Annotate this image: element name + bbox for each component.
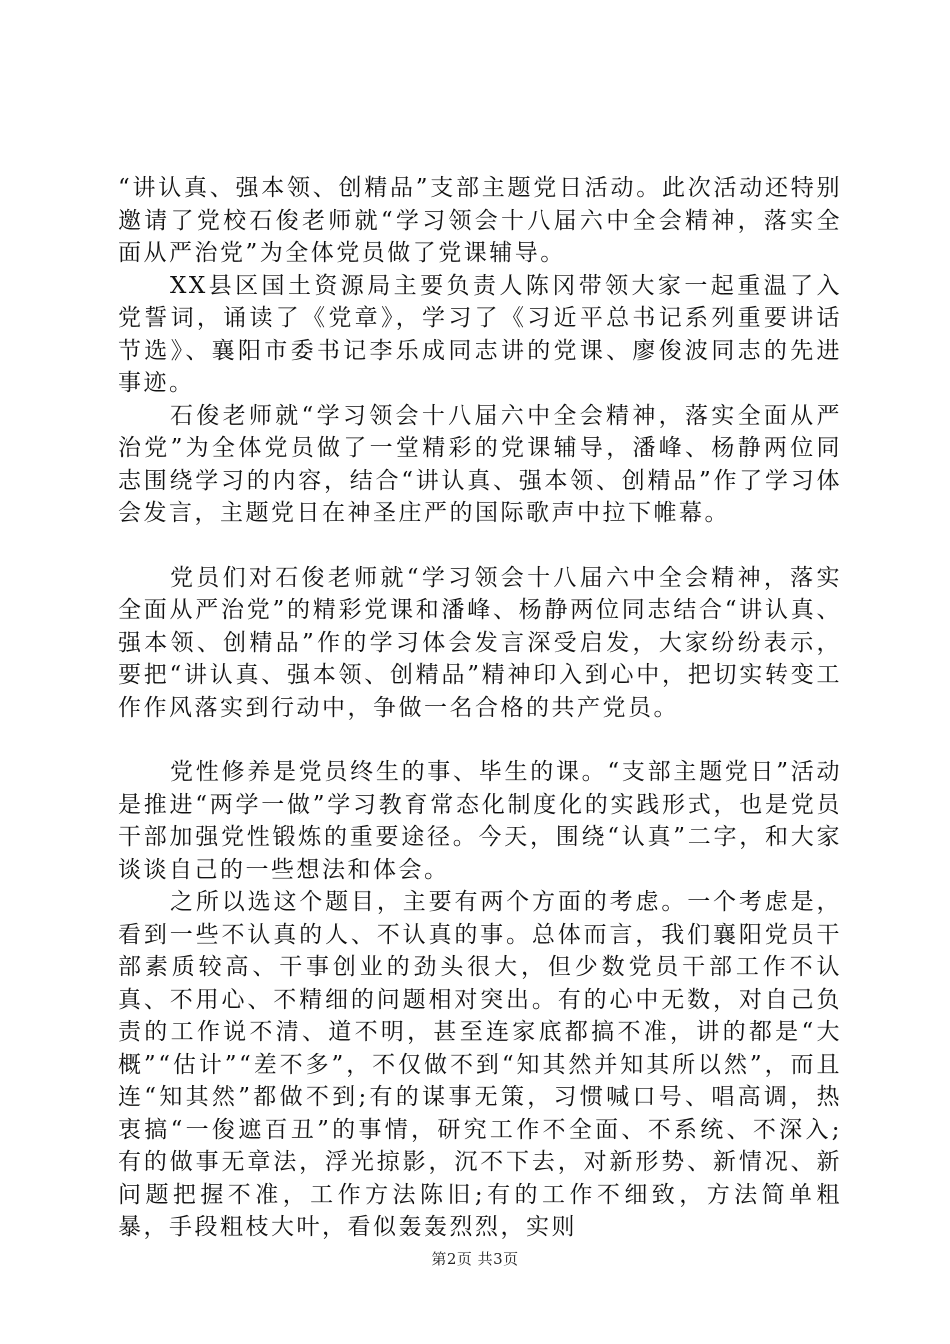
- paragraph-3: 石俊老师就“学习领会十八届六中全会精神，落实全面从严治党”为全体党员做了一堂精彩的党课辅导，潘峰、杨静两位同志围绕学习的内容，结合“讲认真、强本领、创精品”作了学习体会发言，主题党日在神圣庄严的国际歌声中拉下帷幕。: [118, 402, 842, 526]
- page-number-footer: 第2页 共3页: [431, 1250, 519, 1268]
- paragraph-1: “讲认真、强本领、创精品”支部主题党日活动。此次活动还特别邀请了党校石俊老师就“学习领会十八届六中全会精神，落实全面从严治党”为全体党员做了党课辅导。: [118, 175, 842, 266]
- paragraph-6: 之所以选这个题目，主要有两个方面的考虑。一个考虑是，看到一些不认真的人、不认真的事。总体而言，我们襄阳党员干部素质较高、干事创业的劲头很大，但少数党员干部工作不认真、不用心、不精细的问题相对突出。有的心中无数，对自己负责的工作说不清、道不明，甚至连家底都搞不准，讲的都是“大概”“估计”“差不多”，不仅做不到“知其然并知其所以然”，而且连“知其然”都做不到;有的谋事无策，习惯喊口号、唱高调，热衷搞“一俊遮百丑”的事情，研究工作不全面、不系统、不深入;有的做事无章法，浮光掠影，沉不下去，对新形势、新情况、新问题把握不准，工作方法陈旧;有的工作不细致，方法简单粗暴，手段粗枝大叶，看似轰轰烈烈，实则: [118, 889, 842, 1240]
- paragraph-5: 党性修养是党员终生的事、毕生的课。“支部主题党日”活动是推进“两学一做”学习教育常态化制度化的实践形式，也是党员干部加强党性锻炼的重要途径。今天，围绕“认真”二字，和大家谈谈自己的一些想法和体会。: [118, 759, 842, 883]
- paragraph-4: 党员们对石俊老师就“学习领会十八届六中全会精神，落实全面从严治党”的精彩党课和潘峰、杨静两位同志结合“讲认真、强本领、创精品”作的学习体会发言深受启发，大家纷纷表示，要把“讲认真、强本领、创精品”精神印入到心中，把切实转变工作作风落实到行动中，争做一名合格的共产党员。: [118, 564, 842, 721]
- paragraph-2: XX县区国土资源局主要负责人陈冈带领大家一起重温了入党誓词，诵读了《党章》，学习了《习近平总书记系列重要讲话节选》、襄阳市委书记李乐成同志讲的党课、廖俊波同志的先进事迹。: [118, 272, 842, 396]
- document-body: [118, 172, 842, 1244]
